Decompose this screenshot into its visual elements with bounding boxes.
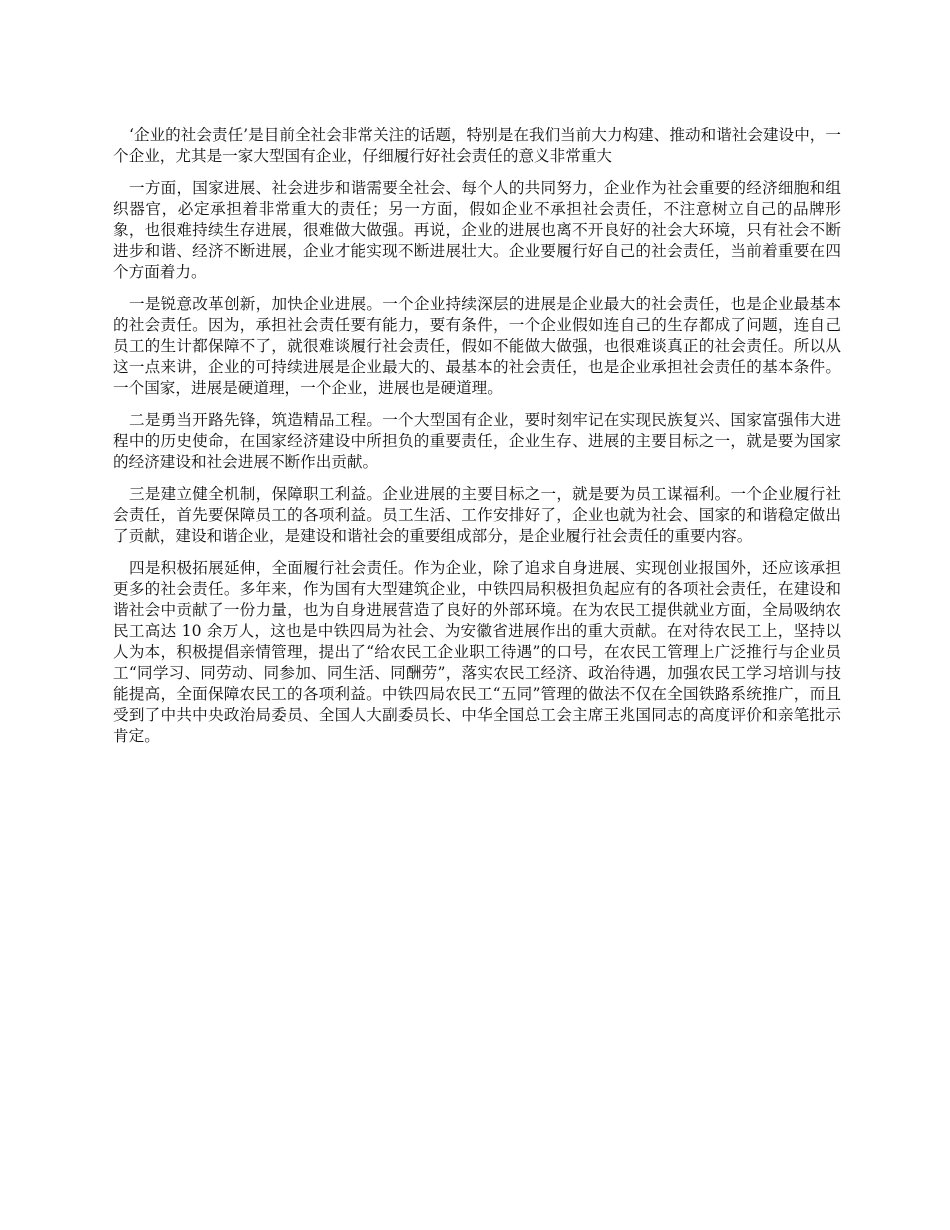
paragraph-point-four: 四是积极拓展延伸，全面履行社会责任。作为企业，除了追求自身进展、实现创业报国外，还应该承担更多的社会责任。多年来，作为国有大型建筑企业，中铁四局积极担负起应有的各项社会责任，在建设和谐社会中贡献了一份力量，也为自身进展营造了良好的外部环境。在为农民工提供就业方面，全局吸纳农民工高达 10 余万人，这也是中铁四局为社会、为安徽省进展作出的重大贡献。在对待农民工上，坚持以人为本，积极提倡亲情管理，提出了“给农民工企业职工待遇”的口号，在农民工管理上广泛推行与企业员工“同学习、同劳动、同参加、同生活、同酬劳”，落实农民工经济、政治待遇，加强农民工学习培训与技能提高，全面保障农民工的各项利益。中铁四局农民工“五同”管理的做法不仅在全国铁路系统推广，而且受到了中共中央政治局委员、全国人大副委员长、中华全国总工会主席王兆国同志的高度评价和亲笔批示肯定。 <box>113 559 841 745</box>
paragraph-point-three: 三是建立健全机制，保障职工利益。企业进展的主要目标之一，就是要为员工谋福利。一个企业履行社会责任，首先要保障员工的各项利益。员工生活、工作安排好了，企业也就为社会、国家的和谐稳定做出了贡献，建设和谐企业，是建设和谐社会的重要组成部分，是企业履行社会责任的重要内容。 <box>113 485 841 545</box>
paragraph-point-one: 一是锐意改革创新，加快企业进展。一个企业持续深层的进展是企业最大的社会责任，也是企业最基本的社会责任。因为，承担社会责任要有能力，要有条件，一个企业假如连自己的生存都成了问题，连自己员工的生计都保障不了，就很难谈履行社会责任，假如不能做大做强，也很难谈真正的社会责任。所以从这一点来讲，企业的可持续进展是企业最大的、最基本的社会责任，也是企业承担社会责任的基本条件。一个国家，进展是硬道理，一个企业，进展也是硬道理。 <box>113 295 841 397</box>
paragraph-intro: ‘企业的社会责任’是目前全社会非常关注的话题，特别是在我们当前大力构建、推动和谐社会建设中，一个企业，尤其是一家大型国有企业，仔细履行好社会责任的意义非常重大 <box>113 126 841 165</box>
paragraph-point-two: 二是勇当开路先锋，筑造精品工程。一个大型国有企业，要时刻牢记在实现民族复兴、国家富强伟大进程中的历史使命，在国家经济建设中所担负的重要责任，企业生存、进展的主要目标之一，就是要为国家的经济建设和社会进展不断作出贡献。 <box>113 411 841 471</box>
document-body <box>113 125 841 758</box>
paragraph-overview: 一方面，国家进展、社会进步和谐需要全社会、每个人的共同努力，企业作为社会重要的经济细胞和组织器官，必定承担着非常重大的责任；另一方面，假如企业不承担社会责任，不注意树立自己的品牌形象，也很难持续生存进展，很难做大做强。再说，企业的进展也离不开良好的社会大环境，只有社会不断进步和谐、经济不断进展，企业才能实现不断进展壮大。企业要履行好自己的社会责任，当前着重要在四个方面着力。 <box>113 179 841 281</box>
